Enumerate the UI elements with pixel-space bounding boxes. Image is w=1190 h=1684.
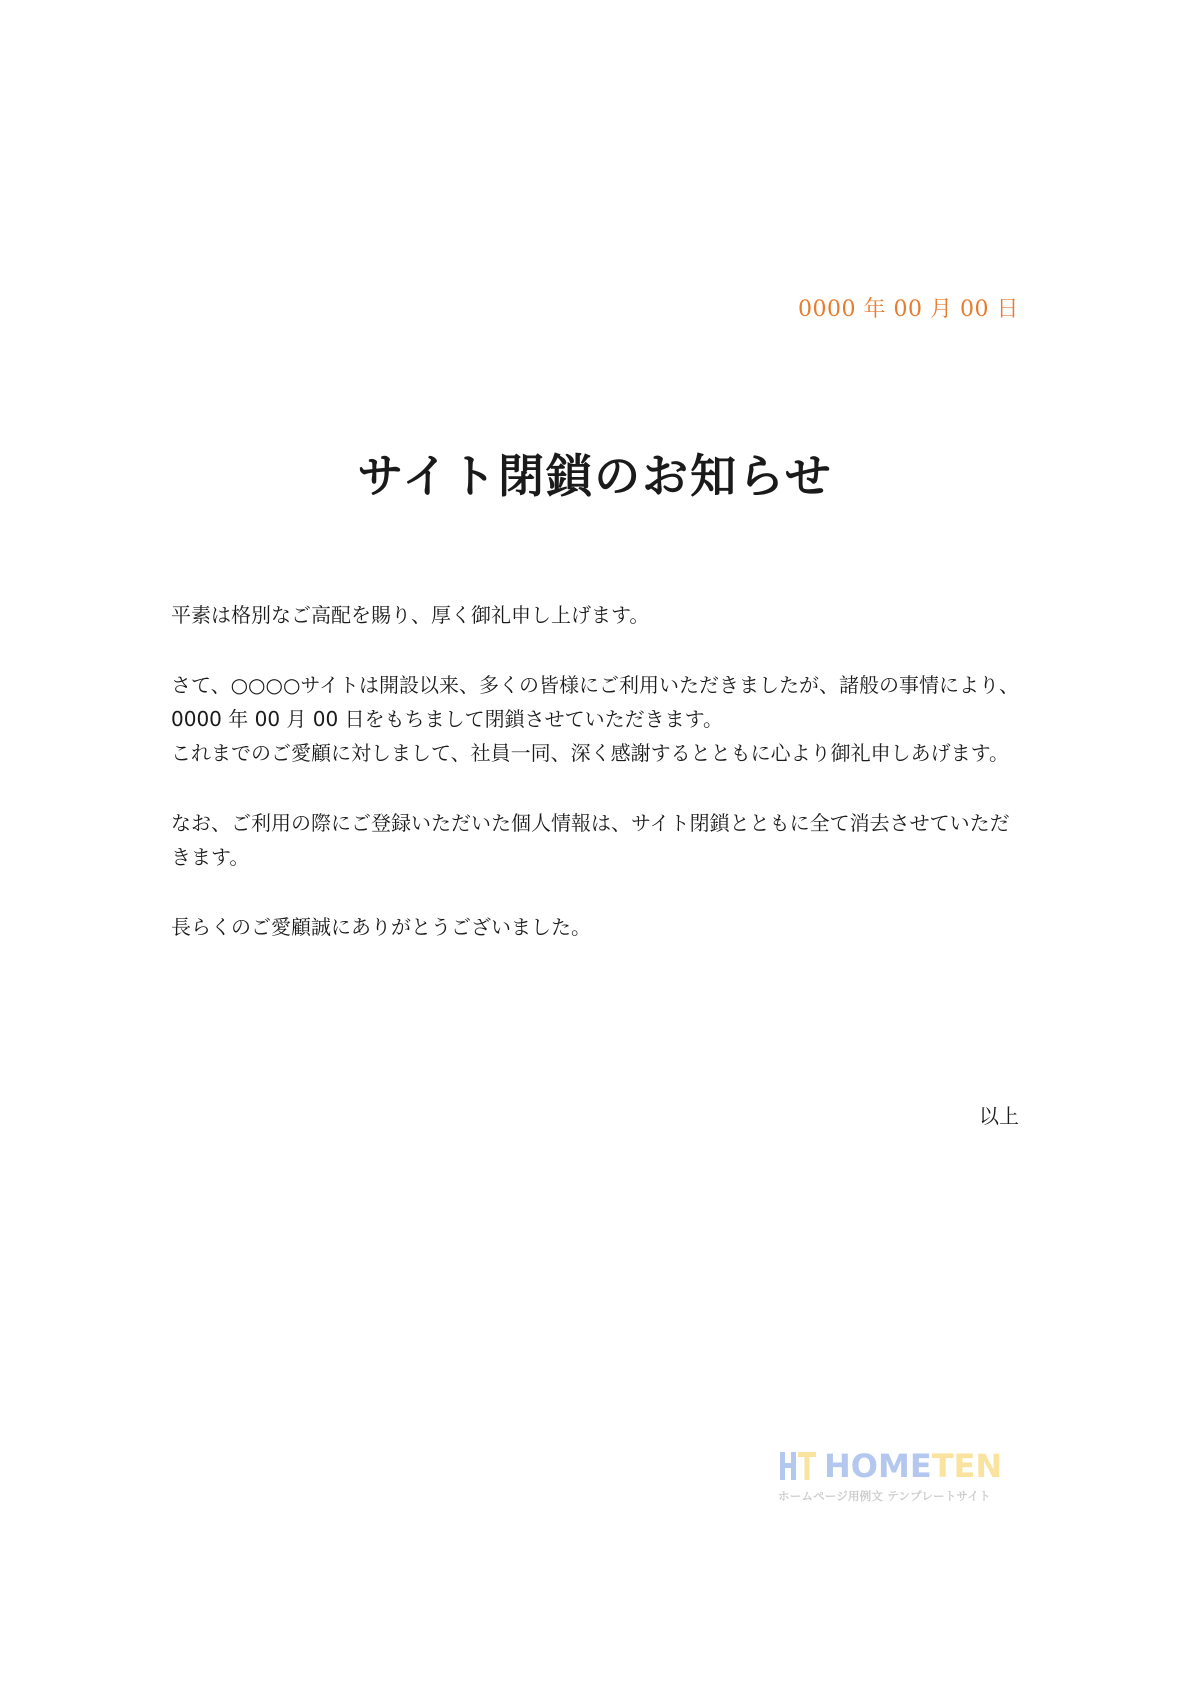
logo-subtitle: ホームページ用例文 テンプレートサイト	[778, 1489, 991, 1503]
logo-wordmark	[824, 1447, 1002, 1485]
hometen-logo-icon	[778, 1448, 818, 1484]
greeting-paragraph: 平素は格別なご高配を賜り、厚く御礼申し上げます。	[171, 603, 650, 627]
notice-title: サイト閉鎖のお知らせ	[357, 449, 833, 503]
hometen-logo	[778, 1447, 1008, 1507]
closure-paragraph: さて、○○○○サイトは開設以来、多くの皆様にご利用いただきましたが、諸般の事情により、0000 年 00 月 00 日をもちまして閉鎖させていただきます。 これまでのご愛顧に対しまして、社員一同、深く感謝するとともに心より御礼申しあげます。	[171, 673, 1020, 765]
privacy-paragraph: なお、ご利用の際にご登録いただいた個人情報は、サイト閉鎖とともに全て消去させていただきます。	[171, 811, 1010, 869]
thanks-paragraph: 長らくのご愛顧誠にありがとうございました。	[171, 915, 591, 939]
logo-word-ten: TEN	[931, 1447, 1003, 1485]
closing-mark: 以上	[979, 1104, 1019, 1128]
logo-word-home: HOME	[824, 1447, 932, 1485]
notice-date: 0000 年 00 月 00 日	[798, 297, 1019, 322]
notice-body	[171, 598, 1021, 980]
